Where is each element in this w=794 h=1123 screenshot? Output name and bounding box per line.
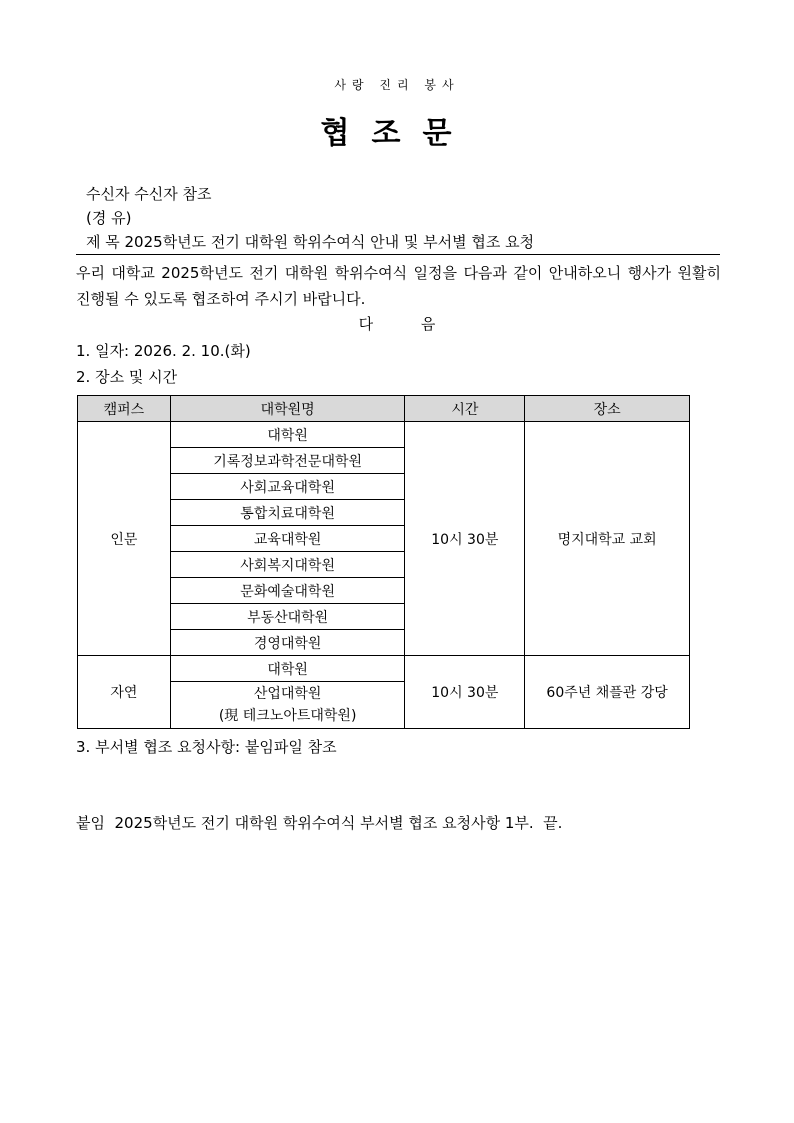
place-cell: 명지대학교 교회 [525, 422, 690, 656]
school-name: 산업대학원 [253, 686, 322, 702]
header-time: 시간 [405, 396, 525, 422]
subject-line: 제 목 2025학년도 전기 대학원 학위수여식 안내 및 부서별 협조 요청 [86, 233, 535, 251]
school-cell: 기록정보과학전문대학원 [170, 448, 405, 474]
schedule-table [77, 395, 690, 729]
school-cell: 문화예술대학원 [170, 578, 405, 604]
intro-paragraph: 우리 대학교 2025학년도 전기 대학원 학위수여식 일정을 다음과 같이 안내하오니 행사가 원활히 진행될 수 있도록 협조하여 주시기 바랍니다. [76, 264, 721, 308]
table-row [78, 656, 690, 682]
document-title: 협조문 [320, 116, 474, 151]
header-campus: 캠퍼스 [78, 396, 171, 422]
school-cell: 대학원 [170, 656, 405, 682]
campus-cell: 자연 [78, 656, 171, 729]
school-cell [170, 682, 405, 729]
item-date: 1. 일자: 2026. 2. 10.(화) [76, 342, 251, 360]
time-cell: 10시 30분 [405, 422, 525, 656]
school-cell: 통합치료대학원 [170, 500, 405, 526]
time-cell: 10시 30분 [405, 656, 525, 729]
motto: 사랑 진리 봉사 [334, 78, 460, 92]
table-row [78, 422, 690, 448]
campus-cell: 인문 [78, 422, 171, 656]
school-cell: 부동산대학원 [170, 604, 405, 630]
item-place-time: 2. 장소 및 시간 [76, 368, 178, 386]
school-cell: 경영대학원 [170, 630, 405, 656]
school-cell: 대학원 [170, 422, 405, 448]
subject-divider [76, 254, 720, 255]
recipient-line: 수신자 수신자 참조 [86, 185, 212, 203]
school-cell: 교육대학원 [170, 526, 405, 552]
school-cell: 사회교육대학원 [170, 474, 405, 500]
header-place: 장소 [525, 396, 690, 422]
via-line: (경 유) [86, 209, 132, 227]
item-requests: 3. 부서별 협조 요청사항: 붙임파일 참조 [76, 738, 337, 756]
place-cell: 60주년 채플관 강당 [525, 656, 690, 729]
table-header-row [78, 396, 690, 422]
school-note: (現 테크노아트대학원) [218, 708, 357, 724]
attachment-line: 붙임 2025학년도 전기 대학원 학위수여식 부서별 협조 요청사항 1부. 끝. [76, 814, 563, 832]
school-cell: 사회복지대학원 [170, 552, 405, 578]
following-heading: 다 음 [358, 315, 436, 333]
header-school: 대학원명 [170, 396, 405, 422]
